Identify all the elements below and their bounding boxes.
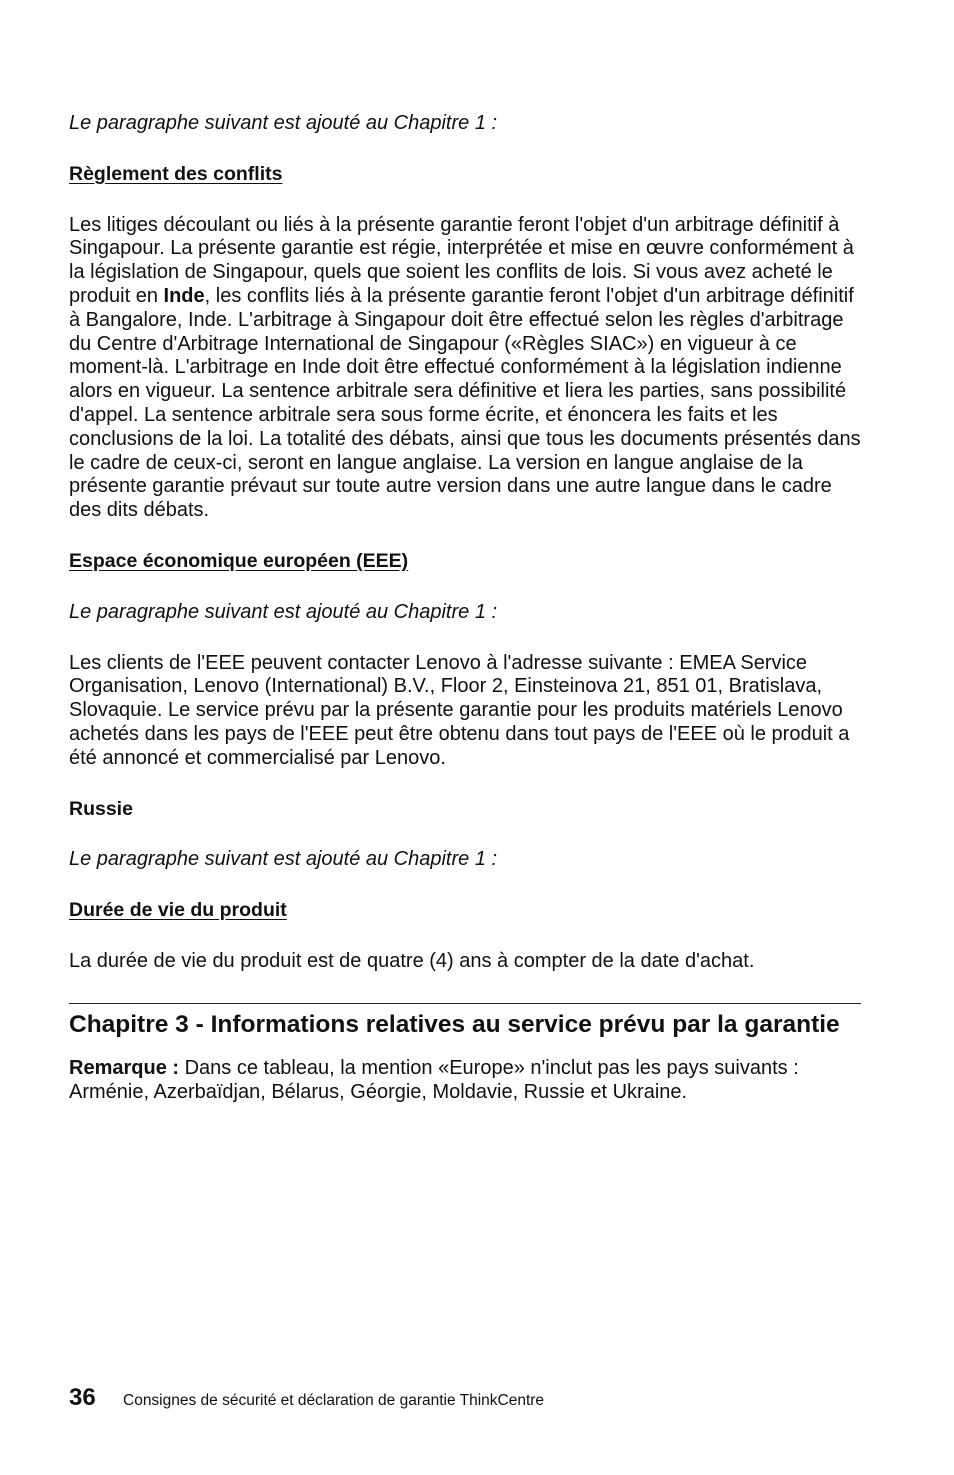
conflict-resolution-paragraph	[69, 214, 861, 523]
heading-eee: Espace économique européen (EEE)	[69, 549, 409, 572]
intro-note: Le paragraphe suivant est ajouté au Chapitre 1 :	[69, 112, 498, 134]
paragraph-text: , les conflits liés à la présente garantie feront l'objet d'un arbitrage définitif à Bangalore, Inde. L'arbitrage à Singapour doit être effectué selon les règles d'arbitrage du Centre d'Arbitrage International de Singapour («Règles SIAC») en vigueur à ce moment-là. L'arbitrage en Inde doit être effectué conformément à la législation indienne alors en vigueur. La sentence arbitrale sera définitive et liera les parties, sans possibilité d'appel. La sentence arbitrale sera sous forme écrite, et énoncera les faits et les conclusions de la loi. La totalité des débats, ainsi que tous les documents présentés dans le cadre de ceux-ci, seront en langue anglaise. La version en langue anglaise de la présente garantie prévaut sur toute autre version dans une autre langue dans le cadre des dits débats.	[69, 284, 861, 522]
heading-conflict-resolution: Règlement des conflits	[69, 162, 283, 185]
footer-document-title: Consignes de sécurité et déclaration de garantie ThinkCentre	[123, 1392, 545, 1409]
page-number: 36	[69, 1384, 96, 1411]
note-text: Dans ce tableau, la mention «Europe» n'inclut pas les pays suivants : Arménie, Azerbaïdjan, Bélarus, Géorgie, Moldavie, Russie et Ukraine.	[69, 1056, 799, 1103]
page-footer	[69, 1384, 544, 1412]
heading-russia: Russie	[69, 797, 133, 820]
heading-product-lifetime: Durée de vie du produit	[69, 899, 287, 922]
intro-note: Le paragraphe suivant est ajouté au Chapitre 1 :	[69, 848, 498, 871]
eee-paragraph: Les clients de l'EEE peuvent contacter Lenovo à l'adresse suivante : EMEA Service Organisation, Lenovo (International) B.V., Floor 2, Einsteinova 21, 851 01, Bratislava, Slovaquie. Le service prévu par la présente garantie pour les produits matériels Lenovo achetés dans les pays de l'EEE peut être obtenu dans tout pays de l'EEE où le produit a été annoncé et commercialisé par Lenovo.	[69, 651, 850, 769]
note-paragraph	[69, 1057, 861, 1105]
product-lifetime-paragraph: La durée de vie du produit est de quatre (4) ans à compter de la date d'achat.	[69, 949, 755, 972]
document-page	[69, 112, 861, 1104]
chapter-title: Chapitre 3 - Informations relatives au service prévu par la garantie	[69, 1010, 840, 1038]
section-divider	[69, 1003, 861, 1004]
note-label: Remarque :	[69, 1056, 180, 1079]
paragraph-text: Les litiges découlant ou liés à la présente garantie feront l'objet d'un arbitrage définitif à Singapour. La présente garantie est régie, interprétée et mise en œuvre conformément à la législation de Singapour, quels que soient les conflits de lois. Si vous avez acheté le produit en	[69, 213, 854, 307]
bold-country: Inde	[163, 284, 205, 307]
intro-note: Le paragraphe suivant est ajouté au Chapitre 1 :	[69, 600, 498, 623]
